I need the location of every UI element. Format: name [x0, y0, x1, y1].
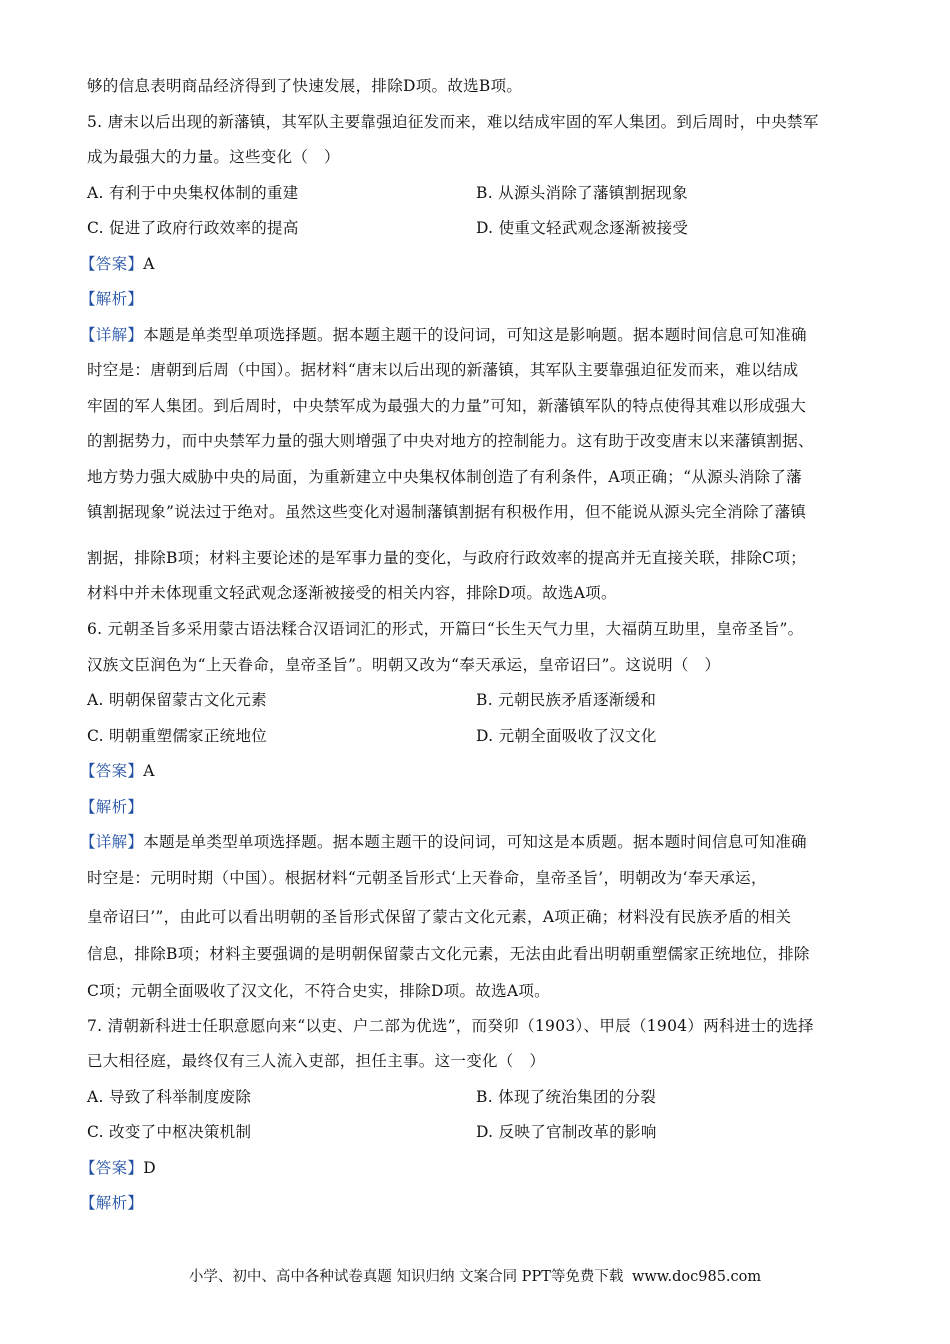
explanation-text: 本题是单类型单项选择题。据本题主题干的设问词，可知这是本质题。据本题时间信息可知准确 [143, 833, 807, 851]
explanation-line: 镇割据现象”说法过于绝对。虽然这些变化对遏制藩镇割据有积极作用，但不能说从源头完全消除了藩镇 [87, 503, 807, 521]
question-6-option-b: B. 元朝民族矛盾逐渐缓和 [476, 691, 657, 709]
answer-tag: 【答案】 [80, 1159, 144, 1177]
explanation-line: 地方势力强大威胁中央的局面，为重新建立中央集权体制创造了有利条件，A项正确；“从源头消除了藩 [87, 468, 802, 486]
question-5-option-b: B. 从源头消除了藩镇割据现象 [476, 184, 688, 202]
question-6-option-d: D. 元朝全面吸收了汉文化 [476, 727, 657, 745]
page-footer [0, 1266, 950, 1288]
footer-link[interactable]: www.doc985.com [631, 1269, 762, 1285]
answer-tag: 【答案】 [80, 762, 144, 780]
answer-value: A [143, 255, 155, 273]
answer-value: D [143, 1159, 156, 1177]
detail-tag: 【详解】 [80, 833, 144, 851]
question-6-explanation [80, 830, 860, 854]
question-5-option-d: D. 使重文轻武观念逐渐被接受 [476, 219, 689, 237]
question-7-stem: 已大相径庭，最终仅有三人流入吏部，担任主事。这一变化（ ） [87, 1052, 546, 1070]
analysis-tag: 【解析】 [80, 798, 144, 816]
question-7-answer [80, 1156, 860, 1180]
explanation-text: 本题是单类型单项选择题。据本题主题干的设问词，可知这是影响题。据本题时间信息可知准确 [143, 326, 807, 344]
question-6-option-a: A. 明朝保留蒙古文化元素 [87, 691, 267, 709]
question-5-option-a: A. 有利于中央集权体制的重建 [87, 184, 299, 202]
analysis-tag: 【解析】 [80, 1194, 144, 1212]
question-5-stem: 成为最强大的力量。这些变化（ ） [87, 148, 340, 166]
question-5-option-c: C. 促进了政府行政效率的提高 [87, 219, 299, 237]
analysis-tag: 【解析】 [80, 290, 144, 308]
explanation-line: 的割据势力，而中央禁军力量的强大则增强了中央对地方的控制能力。这有助于改变唐末以来藩镇割据、 [87, 432, 814, 450]
explanation-line: 割据，排除B项；材料主要论述的是军事力量的变化，与政府行政效率的提高并无直接关联，排除C项； [87, 549, 807, 567]
question-6-option-c: C. 明朝重塑儒家正统地位 [87, 727, 268, 745]
footer-text: 小学、初中、高中各种试卷真题 知识归纳 文案合同 PPT等免费下载 [188, 1269, 624, 1285]
question-7-option-b: B. 体现了统治集团的分裂 [476, 1088, 657, 1106]
explanation-line: 时空是：元明时期（中国）。根据材料“元朝圣旨形式‘上天眷命，皇帝圣旨’，明朝改为‘奉天承运， [87, 869, 767, 887]
question-6-answer [80, 759, 860, 783]
answer-tag: 【答案】 [80, 255, 144, 273]
question-7-option-c: C. 改变了中枢决策机制 [87, 1123, 252, 1141]
detail-tag: 【详解】 [80, 326, 144, 344]
question-6-stem: 6. 元朝圣旨多采用蒙古语法糅合汉语词汇的形式，开篇曰“长生天气力里，大福荫互助里，皇帝圣旨”。 [87, 620, 804, 638]
explanation-line: C项；元朝全面吸收了汉文化，不符合史实，排除D项。故选A项。 [87, 982, 550, 1000]
question-7-stem: 7. 清朝新科进士任职意愿向来“以吏、户二部为优选”，而癸卯（1903）、甲辰（1904）两科进士的选择 [87, 1017, 814, 1035]
paragraph-line: 够的信息表明商品经济得到了快速发展，排除D项。故选B项。 [87, 77, 523, 95]
question-5-stem: 5. 唐末以后出现的新藩镇，其军队主要靠强迫征发而来，难以结成牢固的军人集团。到后周时，中央禁军 [87, 113, 819, 131]
answer-value: A [143, 762, 155, 780]
question-5-explanation [80, 323, 860, 347]
question-5-answer [80, 252, 860, 276]
explanation-line: 皇帝诏曰’”，由此可以看出明朝的圣旨形式保留了蒙古文化元素，A项正确；材料没有民族矛盾的相关 [87, 908, 792, 926]
explanation-line: 牢固的军人集团。到后周时，中央禁军成为最强大的力量”可知，新藩镇军队的特点使得其难以形成强大 [87, 397, 807, 415]
explanation-line: 时空是：唐朝到后周（中国）。据材料“唐末以后出现的新藩镇，其军队主要靠强迫征发而来，难以结成 [87, 361, 799, 379]
explanation-line: 材料中并未体现重文轻武观念逐渐被接受的相关内容，排除D项。故选A项。 [87, 584, 617, 602]
question-7-option-a: A. 导致了科举制度废除 [87, 1088, 252, 1106]
question-7-option-d: D. 反映了官制改革的影响 [476, 1123, 657, 1141]
question-6-stem: 汉族文臣润色为“上天眷命，皇帝圣旨”。明朝又改为“奉天承运，皇帝诏曰”。这说明（ ） [87, 656, 721, 674]
explanation-line: 信息，排除B项；材料主要强调的是明朝保留蒙古文化元素，无法由此看出明朝重塑儒家正统地位，排除 [87, 945, 810, 963]
